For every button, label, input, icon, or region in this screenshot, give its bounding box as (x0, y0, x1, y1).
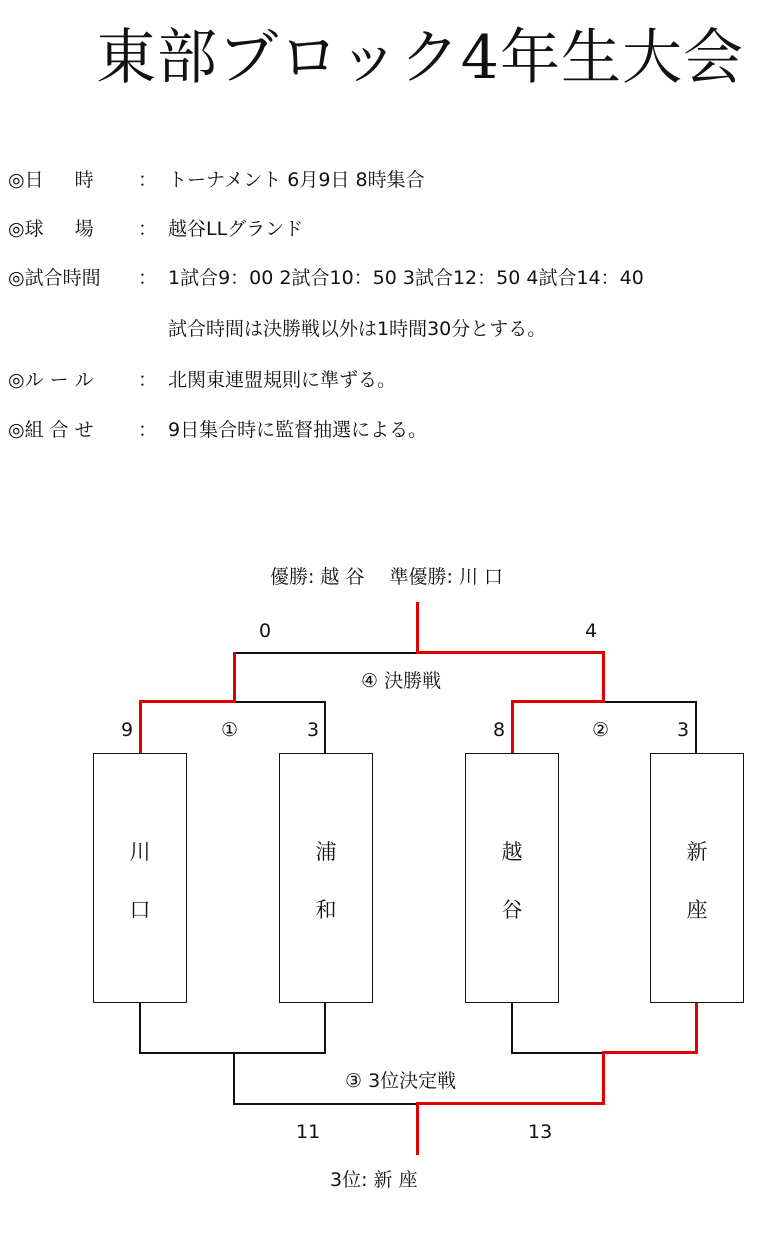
bracket-results-top: 優勝: 越 谷 準優勝: 川 口 (270, 566, 504, 588)
winner-line (416, 1102, 419, 1155)
info-times (8, 266, 644, 290)
winner-line (416, 651, 605, 654)
winner-line (416, 1102, 605, 1105)
info-times-sep: ： (138, 267, 158, 289)
page-title: 東部ブロック4年生大会 (96, 23, 744, 93)
winner-line (416, 602, 419, 654)
bracket-line (511, 1052, 605, 1054)
third-place-label: ③ 3位決定戦 (345, 1070, 457, 1092)
bracket-line (695, 701, 697, 753)
info-venue-value: 越谷LLグランド (168, 218, 304, 240)
team-box-kawaguchi (93, 753, 187, 1003)
team-name-char: 座 (686, 898, 708, 922)
semi2-score-left: 8 (493, 719, 506, 741)
info-date-sep: ： (138, 169, 158, 191)
info-venue (8, 217, 303, 241)
info-draw-value: 9日集合時に監督抽選による。 (168, 419, 428, 441)
winner-line (511, 700, 605, 703)
semi2-score-right: 3 (677, 719, 690, 741)
team-name-char: 浦 (315, 840, 337, 864)
team-box-koshigaya (465, 753, 559, 1003)
semi2-number: ② (592, 719, 610, 741)
semi1-number: ① (221, 719, 239, 741)
info-rules-sep: ： (138, 369, 158, 391)
semi1-score-left: 9 (121, 719, 134, 741)
team-name-char: 川 (129, 840, 151, 864)
info-rules (8, 368, 396, 392)
bracket-line (233, 652, 417, 654)
info-venue-sep: ： (138, 218, 158, 240)
winner-line (139, 700, 142, 753)
team-name-char: 口 (129, 898, 151, 922)
third-score-right: 13 (528, 1121, 553, 1143)
bracket-line (511, 1002, 513, 1054)
team-name-char: 谷 (501, 898, 523, 922)
team-box-niiza (650, 753, 744, 1003)
winner-line (511, 700, 514, 753)
info-date (8, 168, 425, 192)
winner-line (602, 1051, 605, 1105)
bracket-line (603, 701, 697, 703)
bracket-line (233, 1052, 235, 1105)
third-place-result: 3位: 新 座 (330, 1169, 418, 1191)
info-rules-label: ◎ル ー ル (8, 369, 94, 391)
bracket-line (324, 1002, 326, 1054)
team-name-char: 新 (686, 840, 708, 864)
info-times-label: ◎試合時間 (8, 267, 101, 289)
info-date-label: ◎日 時 (8, 169, 94, 191)
third-score-left: 11 (296, 1121, 321, 1143)
team-name-char: 越 (501, 840, 523, 864)
info-times-value: 1試合9：00 2試合10：50 3試合12：50 4試合14：40 (168, 267, 644, 289)
bracket-line (324, 701, 326, 753)
team-name-char: 和 (315, 898, 337, 922)
final-score-right: 4 (585, 620, 598, 642)
winner-line (603, 1051, 698, 1054)
info-rules-value: 北関東連盟規則に準ずる。 (168, 369, 397, 391)
team-box-urawa (279, 753, 373, 1003)
final-label: ④ 決勝戦 (361, 670, 442, 692)
info-venue-label: ◎球 場 (8, 218, 94, 240)
winner-line (695, 1002, 698, 1054)
winner-line (233, 652, 236, 703)
bracket-line (139, 1002, 141, 1054)
info-date-value: トーナメント 6月9日 8時集合 (168, 169, 425, 191)
info-draw-sep: ： (138, 419, 158, 441)
semi1-score-right: 3 (307, 719, 320, 741)
final-score-left: 0 (259, 620, 272, 642)
bracket-line (233, 701, 326, 703)
winner-line (139, 700, 235, 703)
bracket-line (233, 1103, 417, 1105)
info-draw-label: ◎組 合 せ (8, 419, 94, 441)
winner-line (602, 651, 605, 703)
info-draw (8, 418, 427, 442)
info-times-note: 試合時間は決勝戦以外は1時間30分とする。 (168, 318, 547, 340)
